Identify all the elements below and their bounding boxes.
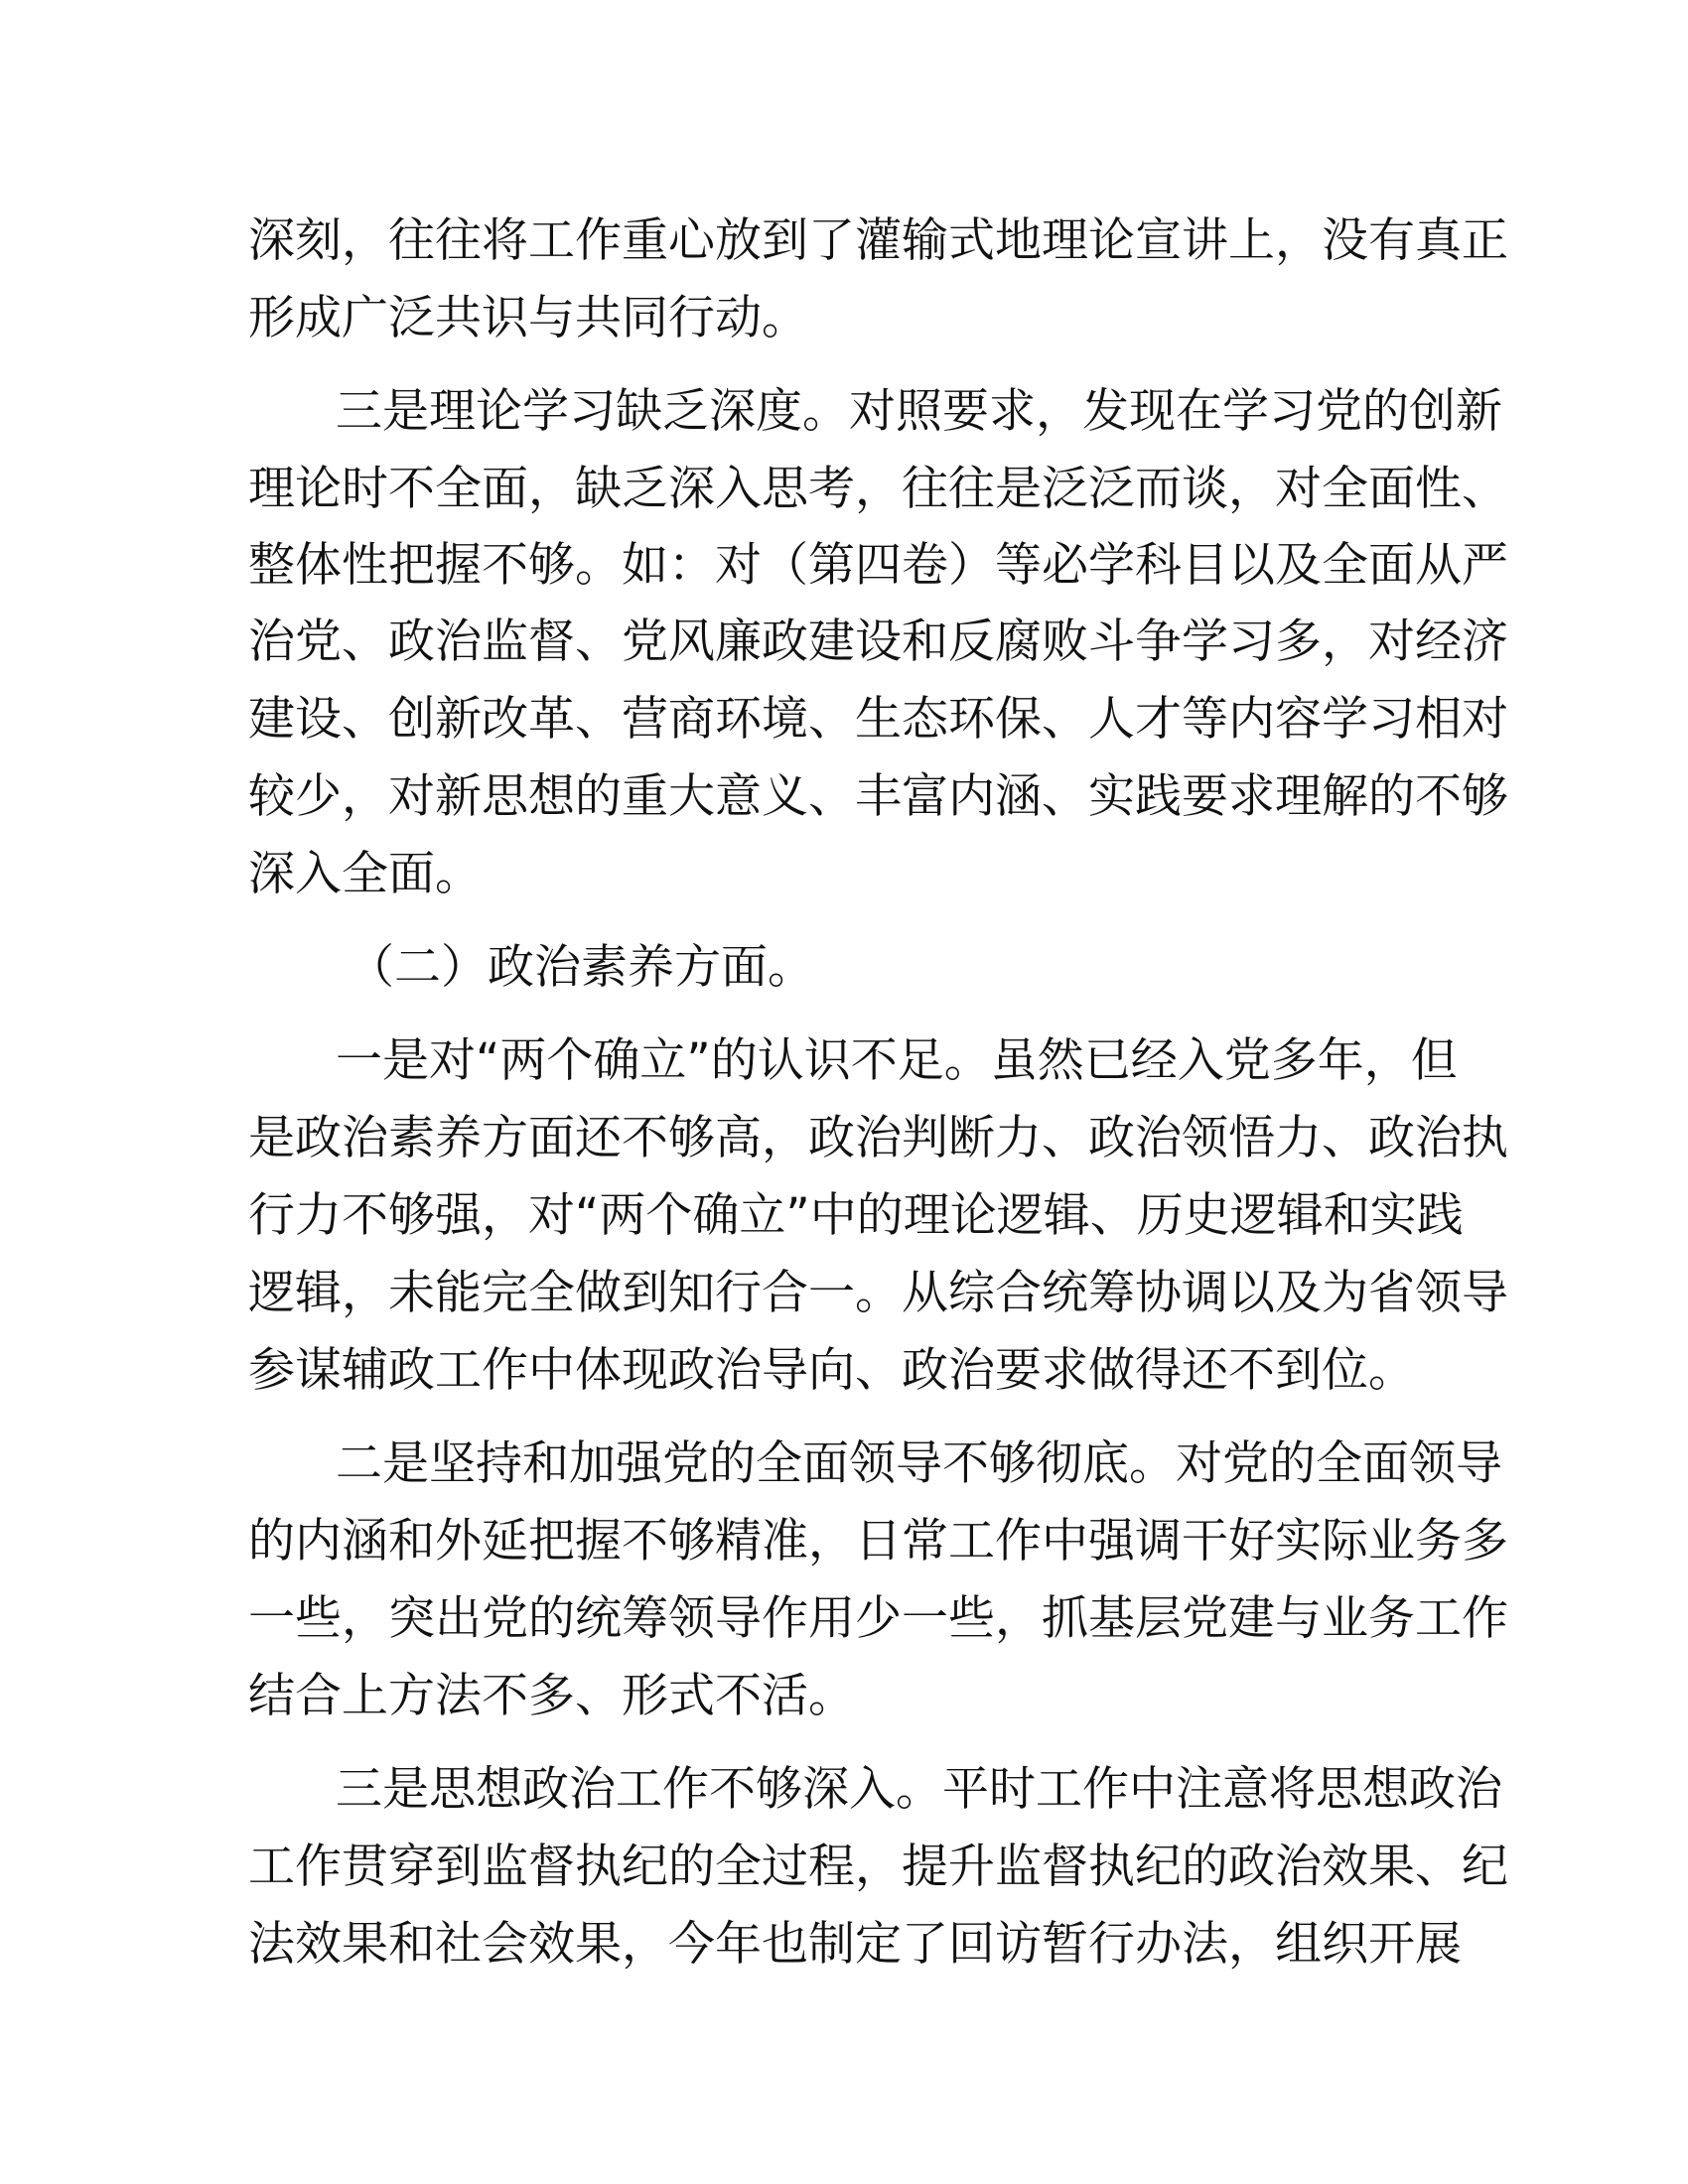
paragraph-line: 理论时不全面，缺乏深入思考，往往是泛泛而谈，对全面性、 bbox=[248, 462, 1508, 516]
paragraph-line: 法效果和社会效果，今年也制定了回访暂行办法，组织开展 bbox=[248, 1917, 1462, 1972]
paragraph-first-line: 三是理论学习缺乏深度。对照要求，发现在学习党的创新 bbox=[336, 384, 1502, 439]
paragraph-line: 建设、创新改革、营商环境、生态环保、人才等内容学习相对 bbox=[248, 692, 1508, 747]
paragraph-line: 整体性把握不够。如：对（第四卷）等必学科目以及全面从严 bbox=[248, 538, 1508, 593]
paragraph-line: 逻辑，未能完全做到知行合一。从综合统筹协调以及为省领导 bbox=[248, 1266, 1508, 1320]
paragraph-line: 深入全面。 bbox=[248, 847, 482, 901]
paragraph-line: 是政治素养方面还不够高，政治判断力、政治领悟力、政治执 bbox=[248, 1111, 1508, 1165]
paragraph-line: 工作贯穿到监督执纪的全过程，提升监督执纪的政治效果、纪 bbox=[248, 1840, 1508, 1894]
paragraph-first-line: 三是思想政治工作不够深入。平时工作中注意将思想政治 bbox=[336, 1762, 1502, 1817]
paragraph-line: 较少，对新思想的重大意义、丰富内涵、实践要求理解的不够 bbox=[248, 769, 1508, 824]
paragraph-line: 结合上方法不多、形式不活。 bbox=[248, 1669, 855, 1723]
paragraph-first-line: 一是对“两个确立”的认识不足。虽然已经入党多年，但 bbox=[336, 1033, 1458, 1088]
paragraph-line: 行力不够强，对“两个确立”中的理论逻辑、历史逻辑和实践 bbox=[248, 1188, 1464, 1243]
paragraph-line: 形成广泛共识与共同行动。 bbox=[248, 291, 808, 345]
section-heading: （二）政治素养方面。 bbox=[348, 940, 814, 995]
paragraph-line: 的内涵和外延把握不够精准，日常工作中强调干好实际业务多 bbox=[248, 1514, 1508, 1569]
paragraph-line: 深刻，往往将工作重心放到了灌输式地理论宣讲上，没有真正 bbox=[248, 213, 1508, 268]
paragraph-line: 参谋辅政工作中体现政治导向、政治要求做得还不到位。 bbox=[248, 1343, 1415, 1398]
paragraph-line: 治党、政治监督、党风廉政建设和反腐败斗争学习多，对经济 bbox=[248, 614, 1508, 669]
paragraph-first-line: 二是坚持和加强党的全面领导不够彻底。对党的全面领导 bbox=[336, 1436, 1502, 1491]
paragraph-line: 一些，突出党的统筹领导作用少一些，抓基层党建与业务工作 bbox=[248, 1591, 1508, 1646]
